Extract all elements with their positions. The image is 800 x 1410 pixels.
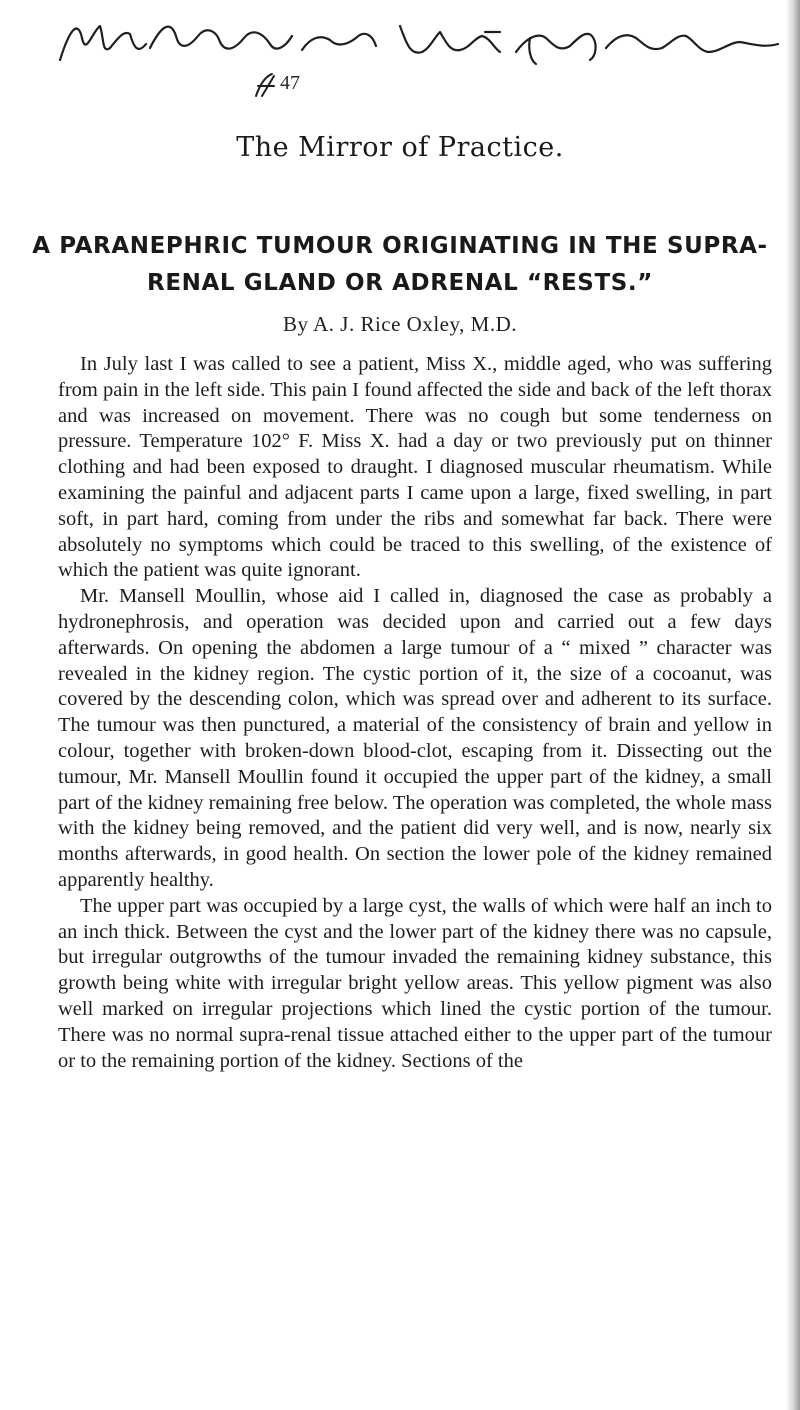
article-body [58, 352, 772, 1074]
body-paragraph: The upper part was occupied by a large cyst, the walls of which were half an inch to an inch thick. Between the cyst and the lower part of the kidney there was no capsule, but irregular outgrowths of the tumour invaded the remaining kidney substance, this growth being white with irregular bright yellow areas. This yellow pigment was also well marked on irregular projections which lined the cystic portion of the tumour. There was no normal supra-renal tissue attached either to the upper part of the tumour or to the remaining portion of the kidney. Sections of the [58, 894, 772, 1072]
article-byline: By A. J. Rice Oxley, M.D. [283, 312, 517, 336]
body-paragraph: In July last I was called to see a patient, Miss X., middle aged, who was suffering from pain in the left side. This pain I found affected the side and back of the left thorax and was increased on movement. There was no cough but some tenderness on pressure. Temperature 102° F. Miss X. had a day or two previously put on thinner clothing and had been exposed to draught. I diagnosed muscular rheumatism. While examining the painful and adjacent parts I came upon a large, fixed swelling, in part soft, in part hard, coming from under the ribs and somewhat far back. There were absolutely no symptoms which could be traced to this swelling, of the existence of which the patient was quite ignorant. [58, 353, 772, 582]
page-edge-shadow [786, 0, 800, 1410]
handwritten-number-drawing [252, 70, 278, 100]
page-number: 47 [280, 72, 300, 94]
body-paragraph: Mr. Mansell Moullin, whose aid I called in, diagnosed the case as probably a hydronephrosis, and operation was decided upon and carried out a few days afterwards. On opening the abdomen a large tumour of a “ mixed ” character was revealed in the kidney region. The cystic portion of it, the size of a cocoanut, was covered by the descending colon, which was spread over and adherent to its surface. The tumour was then punctured, a material of the consistency of brain and yellow in colour, together with broken-down blood-clot, escaping from it. Dissecting out the tumour, Mr. Mansell Moullin found it occupied the upper part of the kidney, a small part of the kidney remaining free below. The operation was completed, the whole mass with the kidney being removed, and the patient did very well, and is now, nearly six months afterwards, in good health. On section the lower pole of the kidney remained apparently healthy. [58, 585, 772, 891]
running-header: The Mirror of Practice. [236, 132, 564, 163]
article-title: A PARANEPHRIC TUMOUR ORIGINATING IN THE SUPRA-RENAL GLAND OR ADRENAL “RESTS.” [32, 233, 768, 296]
